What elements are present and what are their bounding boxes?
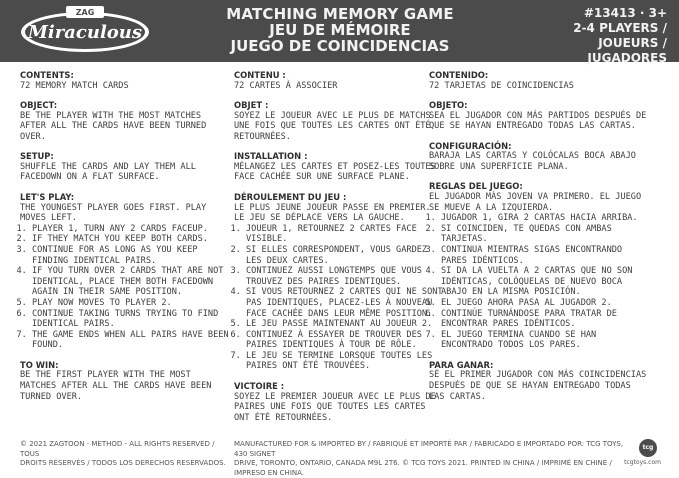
fr-setup-text: MÉLANGEZ LES CARTES ET POSEZ-LES TOUTES FACE CACHÉE SUR UNE SURFACE PLANE. bbox=[234, 161, 436, 183]
en-step: 4. IF YOU TURN OVER 2 CARDS THAT ARE NOT IDENTICAL, PLACE THEM BOTH FACEDOWN AGAIN IN THEIR SAME POSITION. bbox=[32, 266, 230, 298]
copyright-line-2: DROITS RÉSERVÉS / TODOS LOS DERECHOS RESERVADOS. bbox=[20, 459, 226, 467]
es-win-section bbox=[429, 360, 649, 402]
fr-step: 4. SI VOUS RETOURNEZ 2 CARTES QUI NE SONT PAS IDENTIQUES, PLACEZ-LES À NOUVEAU FACE CACHÉE DANS LEUR MÊME POSITION. bbox=[246, 287, 444, 319]
fr-play-section bbox=[234, 192, 444, 372]
en-steps-list bbox=[20, 224, 230, 351]
tcg-website: tcgtoys.com bbox=[624, 459, 661, 466]
es-step: 3. CONTINUA MIENTRAS SIGAS ENCONTRANDO PARES IDÉNTICOS. bbox=[441, 245, 649, 266]
miraculous-logo bbox=[10, 2, 160, 60]
en-step: 1. PLAYER 1, TURN ANY 2 CARDS FACEUP. bbox=[32, 224, 230, 235]
manufacturer-line-2: DRIVE, TORONTO, ONTARIO, CANADA M9L 2T6. © TCG TOYS 2021. PRINTED IN CHINA / IMPRIMÉ EN CHINE / IMPRESO EN CHINA. bbox=[234, 459, 612, 477]
fr-win-section bbox=[234, 381, 444, 423]
es-play-section bbox=[429, 181, 649, 350]
tcg-logo-icon: tcg bbox=[639, 439, 657, 457]
fr-steps-list bbox=[234, 224, 444, 372]
es-contents-heading: CONTENIDO: bbox=[429, 70, 489, 80]
es-object-text: SEA EL JUGADOR CON MÁS PARTIDOS DESPUÉS DE QUE SE HAYAN ENTREGADO TODAS LAS CARTAS. bbox=[429, 110, 647, 132]
es-object-heading: OBJETO: bbox=[429, 100, 468, 111]
en-step: 3. CONTINUE FOR AS LONG AS YOU KEEP FINDING IDENTICAL PAIRS. bbox=[32, 245, 230, 266]
fr-win-text: SOYEZ LE PREMIER JOUEUR AVEC LE PLUS DE PAIRES UNE FOIS QUE TOUTES LES CARTES ONT ÉTÉ RETOURNÉES. bbox=[234, 391, 436, 423]
en-setup-text: SHUFFLE THE CARDS AND LAY THEM ALL FACEDOWN ON A FLAT SURFACE. bbox=[20, 161, 196, 183]
manufacturer-notice bbox=[234, 440, 624, 478]
en-win-heading: TO WIN: bbox=[20, 359, 59, 370]
es-contents-text: 72 TARJETAS DE COINCIDENCIAS bbox=[429, 80, 574, 91]
title-french: JEU DE MÉMOIRE bbox=[269, 21, 411, 39]
es-object-section bbox=[429, 100, 649, 132]
es-steps-list bbox=[429, 213, 649, 351]
es-win-heading: PARA GANAR: bbox=[429, 359, 494, 370]
es-step: 7. EL JUEGO TERMINA CUANDO SE HAN ENCONTRADO TODOS LOS PARES. bbox=[441, 330, 649, 351]
en-contents-heading: CONTENTS: bbox=[20, 70, 74, 80]
title-spanish: JUEGO DE COINCIDENCIAS bbox=[230, 37, 450, 55]
es-step: 2. SI COINCIDEN, TE QUEDAS CON AMBAS TARJETAS. bbox=[441, 224, 649, 245]
en-play-heading: LET'S PLAY: bbox=[20, 192, 75, 203]
fr-contents-heading: CONTENU : bbox=[234, 70, 286, 80]
copyright-notice bbox=[20, 440, 230, 469]
en-step: 7. THE GAME ENDS WHEN ALL PAIRS HAVE BEEN FOUND. bbox=[32, 330, 230, 351]
product-code: #13413 · 3+ bbox=[583, 6, 667, 20]
french-column bbox=[234, 70, 444, 432]
fr-play-heading: DÉROULEMENT DU JEU : bbox=[234, 192, 347, 203]
players-line-2: JOUEURS / JUGADORES bbox=[587, 36, 667, 65]
en-object-text: BE THE PLAYER WITH THE MOST MATCHES AFTER ALL THE CARDS HAVE BEEN TURNED OVER. bbox=[20, 110, 207, 142]
logo-brand-text: Miraculous bbox=[27, 22, 143, 43]
fr-setup-heading: INSTALLATION : bbox=[234, 151, 308, 162]
es-win-text: SÉ EL PRIMER JUGADOR CON MÁS COINCIDENCIAS DESPUÉS DE QUE SE HAYAN ENTREGADO TODAS LAS CARTAS. bbox=[429, 370, 647, 402]
fr-object-text: SOYEZ LE JOUEUR AVEC LE PLUS DE MATCHS UNE FOIS QUE TOUTES LES CARTES ONT ÉTÉ RETOURNÉES. bbox=[234, 110, 431, 142]
fr-contents-text: 72 CARTES À ASSOCIER bbox=[234, 80, 338, 91]
es-step: 5. EL JUEGO AHORA PASA AL JUGADOR 2. bbox=[441, 298, 649, 309]
fr-object-section bbox=[234, 100, 444, 142]
fr-contents-section bbox=[234, 70, 444, 91]
en-play-section bbox=[20, 192, 230, 351]
logo-zag-text: ZAG bbox=[75, 8, 95, 17]
fr-step: 3. CONTINUEZ AUSSI LONGTEMPS QUE VOUS TROUVEZ DES PAIRES IDENTIQUES. bbox=[246, 266, 444, 287]
en-step: 5. PLAY NOW MOVES TO PLAYER 2. bbox=[32, 298, 230, 309]
en-win-text: BE THE FIRST PLAYER WITH THE MOST MATCHES AFTER ALL THE CARDS HAVE BEEN TURNED OVER. bbox=[20, 370, 212, 402]
fr-object-heading: OBJET : bbox=[234, 100, 269, 111]
en-play-intro: THE YOUNGEST PLAYER GOES FIRST. PLAY MOVES LEFT. bbox=[20, 202, 207, 224]
en-step: 6. CONTINUE TAKING TURNS TRYING TO FIND IDENTICAL PAIRS. bbox=[32, 309, 230, 330]
en-object-heading: OBJECT: bbox=[20, 100, 58, 111]
fr-step: 1. JOUEUR 1, RETOURNEZ 2 CARTES FACE VISIBLE. bbox=[246, 224, 444, 245]
es-step: 4. SI DA LA VUELTA A 2 CARTAS QUE NO SON IDÉNTICAS, COLÓQUELAS DE NUEVO BOCA ABAJO EN LA MISMA POSICIÓN. bbox=[441, 266, 649, 298]
english-column bbox=[20, 70, 230, 411]
en-contents-section bbox=[20, 70, 230, 91]
es-setup-section bbox=[429, 141, 649, 173]
en-step: 2. IF THEY MATCH YOU KEEP BOTH CARDS. bbox=[32, 234, 230, 245]
en-setup-section bbox=[20, 151, 230, 183]
fr-step: 5. LE JEU PASSE MAINTENANT AU JOUEUR 2. bbox=[246, 319, 444, 330]
copyright-line-1: © 2021 ZAGTOON - METHOD - ALL RIGHTS RESERVED / TOUS bbox=[20, 440, 215, 458]
fr-play-intro: LE PLUS JEUNE JOUEUR PASSE EN PREMIER. LE JEU SE DÉPLACE VERS LA GAUCHE. bbox=[234, 202, 431, 224]
es-setup-heading: CONFIGURACIÓN: bbox=[429, 140, 512, 151]
product-meta bbox=[547, 6, 667, 66]
game-titles bbox=[160, 6, 520, 54]
es-play-heading: REGLAS DEL JUEGO: bbox=[429, 181, 523, 192]
spanish-column bbox=[429, 70, 649, 411]
en-setup-heading: SETUP: bbox=[20, 151, 54, 162]
es-setup-text: BARAJA LAS CARTAS Y COLÓCALAS BOCA ABAJO SOBRE UNA SUPERFICIE PLANA. bbox=[429, 151, 636, 172]
fr-setup-section bbox=[234, 151, 444, 183]
fr-step: 6. CONTINUEZ À ESSAYER DE TROUVER DES PAIRES IDENTIQUES À TOUR DE RÔLE. bbox=[246, 330, 444, 351]
es-contents-section bbox=[429, 70, 649, 91]
fr-step: 2. SI ELLES CORRESPONDENT, VOUS GARDEZ LES DEUX CARTES. bbox=[246, 245, 444, 266]
manufacturer-line-1: MANUFACTURED FOR & IMPORTED BY / FABRIQUÉ ET IMPORTÉ PAR / FABRICADO E IMPORTADO POR: TCG TOYS, 430 SIGNET bbox=[234, 440, 624, 458]
en-win-section bbox=[20, 360, 230, 402]
fr-win-heading: VICTOIRE : bbox=[234, 381, 285, 392]
es-step: 6. CONTINÚE TURNÁNDOSE PARA TRATAR DE ENCONTRAR PARES IDÉNTICOS. bbox=[441, 309, 649, 330]
en-contents-text: 72 MEMORY MATCH CARDS bbox=[20, 80, 129, 91]
header-band bbox=[0, 0, 679, 65]
title-english: MATCHING MEMORY GAME bbox=[226, 5, 454, 23]
fr-step: 7. LE JEU SE TERMINE LORSQUE TOUTES LES PAIRES ONT ÉTÉ TROUVÉES. bbox=[246, 351, 444, 372]
es-step: 1. JUGADOR 1, GIRA 2 CARTAS HACIA ARRIBA. bbox=[441, 213, 649, 224]
en-object-section bbox=[20, 100, 230, 142]
es-play-intro: EL JUGADOR MÁS JOVEN VA PRIMERO. EL JUEGO SE MUEVE A LA IZQUIERDA. bbox=[429, 191, 642, 213]
players-line-1: 2-4 PLAYERS / bbox=[573, 21, 667, 35]
